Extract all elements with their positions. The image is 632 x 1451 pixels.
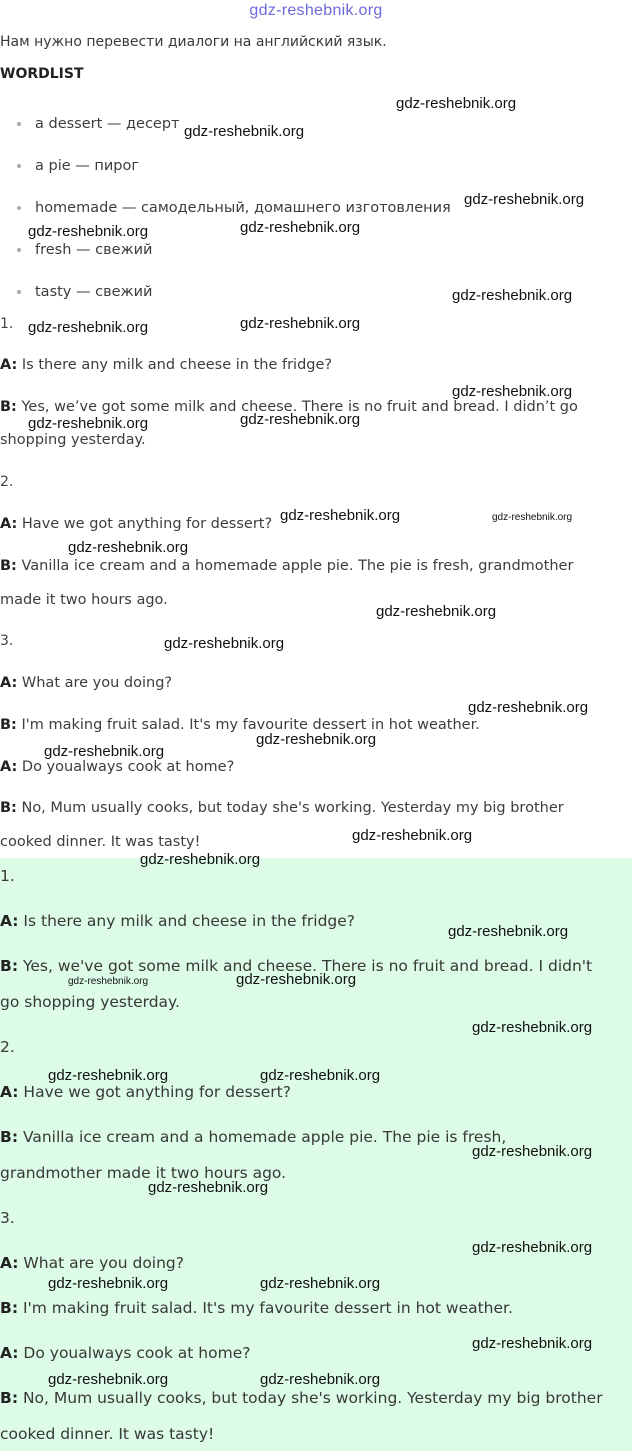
watermark: gdz-reshebnik.org — [164, 635, 285, 652]
line-text: What are you doing? — [21, 675, 173, 691]
line-text: Vanilla ice cream and a homemade apple pie. The pie is fresh, grandmother — [21, 558, 574, 574]
line-text: Is there any milk and cheese in the fridge? — [23, 912, 356, 930]
speaker-label: B: — [0, 399, 17, 415]
answer-line — [0, 1299, 513, 1317]
answer-line-cont: grandmother made it two hours ago. — [0, 1164, 287, 1182]
wordlist-item-text: fresh — свежий — [35, 242, 153, 258]
watermark: gdz-reshebnik.org — [48, 1371, 169, 1388]
speaker-label: B: — [0, 1299, 19, 1317]
dialogue-line — [0, 675, 172, 691]
line-text: I'm making fruit salad. It's my favourite dessert in hot weather. — [21, 717, 480, 733]
speaker-label: B: — [0, 957, 19, 975]
answer-line — [0, 1254, 184, 1272]
watermark: gdz-reshebnik.org — [48, 1067, 169, 1084]
dialogue-number: 1. — [0, 316, 14, 332]
watermark: gdz-reshebnik.org — [472, 1143, 593, 1160]
speaker-label: B: — [0, 558, 17, 574]
answer-line-cont: cooked dinner. It was tasty! — [0, 1425, 215, 1443]
watermark: gdz-reshebnik.org — [472, 1239, 593, 1256]
watermark: gdz-reshebnik.org — [280, 507, 401, 524]
watermark: gdz-reshebnik.org — [28, 415, 149, 432]
watermark: gdz-reshebnik.org — [28, 319, 149, 336]
speaker-label: A: — [0, 759, 18, 775]
wordlist-item — [17, 284, 152, 300]
dialogue-number: 3. — [0, 633, 14, 649]
wordlist-item-text: tasty — свежий — [35, 284, 153, 300]
watermark: gdz-reshebnik.org — [396, 95, 517, 112]
speaker-label: A: — [0, 675, 18, 691]
answer-number: 1. — [0, 867, 15, 885]
wordlist-item-text: a pie — пирог — [35, 158, 139, 174]
line-text: Is there any milk and cheese in the fridge? — [21, 357, 333, 373]
line-text: No, Mum usually cooks, but today she's working. Yesterday my big brother — [21, 800, 564, 816]
bullet-icon — [17, 248, 21, 252]
watermark: gdz-reshebnik.org — [452, 287, 573, 304]
dialogue-line — [0, 558, 573, 574]
watermark: gdz-reshebnik.org — [48, 1275, 169, 1292]
bullet-icon — [17, 290, 21, 294]
speaker-label: A: — [0, 516, 18, 532]
watermark: gdz-reshebnik.org — [240, 219, 361, 236]
watermark: gdz-reshebnik.org — [68, 539, 189, 556]
line-text: I'm making fruit salad. It's my favourite dessert in hot weather. — [22, 1299, 513, 1317]
speaker-label: B: — [0, 1128, 19, 1146]
dialogue-number: 2. — [0, 474, 14, 490]
watermark: gdz-reshebnik.org — [260, 1067, 381, 1084]
wordlist-item — [17, 242, 152, 258]
watermark: gdz-reshebnik.org — [376, 603, 497, 620]
bullet-icon — [17, 206, 21, 210]
speaker-label: A: — [0, 1083, 19, 1101]
dialogue-line-cont: made it two hours ago. — [0, 592, 168, 608]
watermark: gdz-reshebnik.org — [44, 743, 165, 760]
watermark: gdz-reshebnik.org — [468, 699, 589, 716]
watermark: gdz-reshebnik.org — [260, 1275, 381, 1292]
wordlist-item — [17, 158, 139, 174]
watermark: gdz-reshebnik.org — [28, 223, 149, 240]
speaker-label: B: — [0, 1389, 19, 1407]
watermark: gdz-reshebnik.org — [68, 976, 149, 987]
watermark: gdz-reshebnik.org — [148, 1179, 269, 1196]
watermark: gdz-reshebnik.org — [352, 827, 473, 844]
answer-line-cont: go shopping yesterday. — [0, 993, 180, 1011]
dialogue-line-cont: cooked dinner. It was tasty! — [0, 834, 201, 850]
speaker-label: A: — [0, 1254, 19, 1272]
line-text: Do youalways cook at home? — [23, 1344, 251, 1362]
speaker-label: B: — [0, 800, 17, 816]
dialogue-line — [0, 800, 564, 816]
answer-number: 2. — [0, 1038, 15, 1056]
dialogue-line — [0, 516, 272, 532]
watermark: gdz-reshebnik.org — [472, 1019, 593, 1036]
watermark: gdz-reshebnik.org — [492, 512, 573, 523]
answer-line — [0, 912, 355, 930]
line-text: Yes, we've got some milk and cheese. There is no fruit and bread. I didn't — [22, 957, 593, 975]
line-text: Yes, we’ve got some milk and cheese. There is no fruit and bread. I didn’t go — [21, 399, 578, 415]
dialogue-line — [0, 717, 480, 733]
dialogue-line — [0, 759, 234, 775]
watermark: gdz-reshebnik.org — [464, 191, 585, 208]
speaker-label: A: — [0, 912, 19, 930]
wordlist-heading: WORDLIST — [0, 66, 84, 82]
watermark: gdz-reshebnik.org — [260, 1371, 381, 1388]
watermark: gdz-reshebnik.org — [184, 123, 305, 140]
line-text: No, Mum usually cooks, but today she's working. Yesterday my big brother — [22, 1389, 603, 1407]
answer-number: 3. — [0, 1209, 15, 1227]
wordlist-item-text: a dessert — десерт — [35, 116, 180, 132]
watermark: gdz-reshebnik.org — [240, 315, 361, 332]
dialogue-line — [0, 357, 332, 373]
watermark: gdz-reshebnik.org — [448, 923, 569, 940]
watermark: gdz-reshebnik.org — [140, 851, 261, 868]
line-text: Do youalways cook at home? — [21, 759, 235, 775]
answer-line — [0, 1389, 603, 1407]
answer-line — [0, 1128, 506, 1146]
speaker-label: B: — [0, 717, 17, 733]
watermark: gdz-reshebnik.org — [452, 383, 573, 400]
answer-line — [0, 1083, 291, 1101]
watermark: gdz-reshebnik.org — [256, 731, 377, 748]
line-text: Have we got anything for dessert? — [23, 1083, 291, 1101]
speaker-label: A: — [0, 357, 18, 373]
bullet-icon — [17, 122, 21, 126]
intro-text: Нам нужно перевести диалоги на английский язык. — [0, 34, 387, 50]
wordlist-item — [17, 116, 180, 132]
answer-line — [0, 1344, 250, 1362]
line-text: Have we got anything for dessert? — [21, 516, 273, 532]
watermark: gdz-reshebnik.org — [472, 1335, 593, 1352]
bullet-icon — [17, 164, 21, 168]
site-header[interactable]: gdz-reshebnik.org — [249, 2, 383, 19]
dialogue-line-cont: shopping yesterday. — [0, 432, 146, 448]
wordlist-item-text: homemade — самодельный, домашнего изготовления — [35, 200, 451, 216]
watermark: gdz-reshebnik.org — [240, 411, 361, 428]
speaker-label: A: — [0, 1344, 19, 1362]
line-text: What are you doing? — [23, 1254, 184, 1272]
line-text: Vanilla ice cream and a homemade apple pie. The pie is fresh, — [22, 1128, 507, 1146]
watermark: gdz-reshebnik.org — [236, 971, 357, 988]
wordlist-item — [17, 200, 451, 216]
